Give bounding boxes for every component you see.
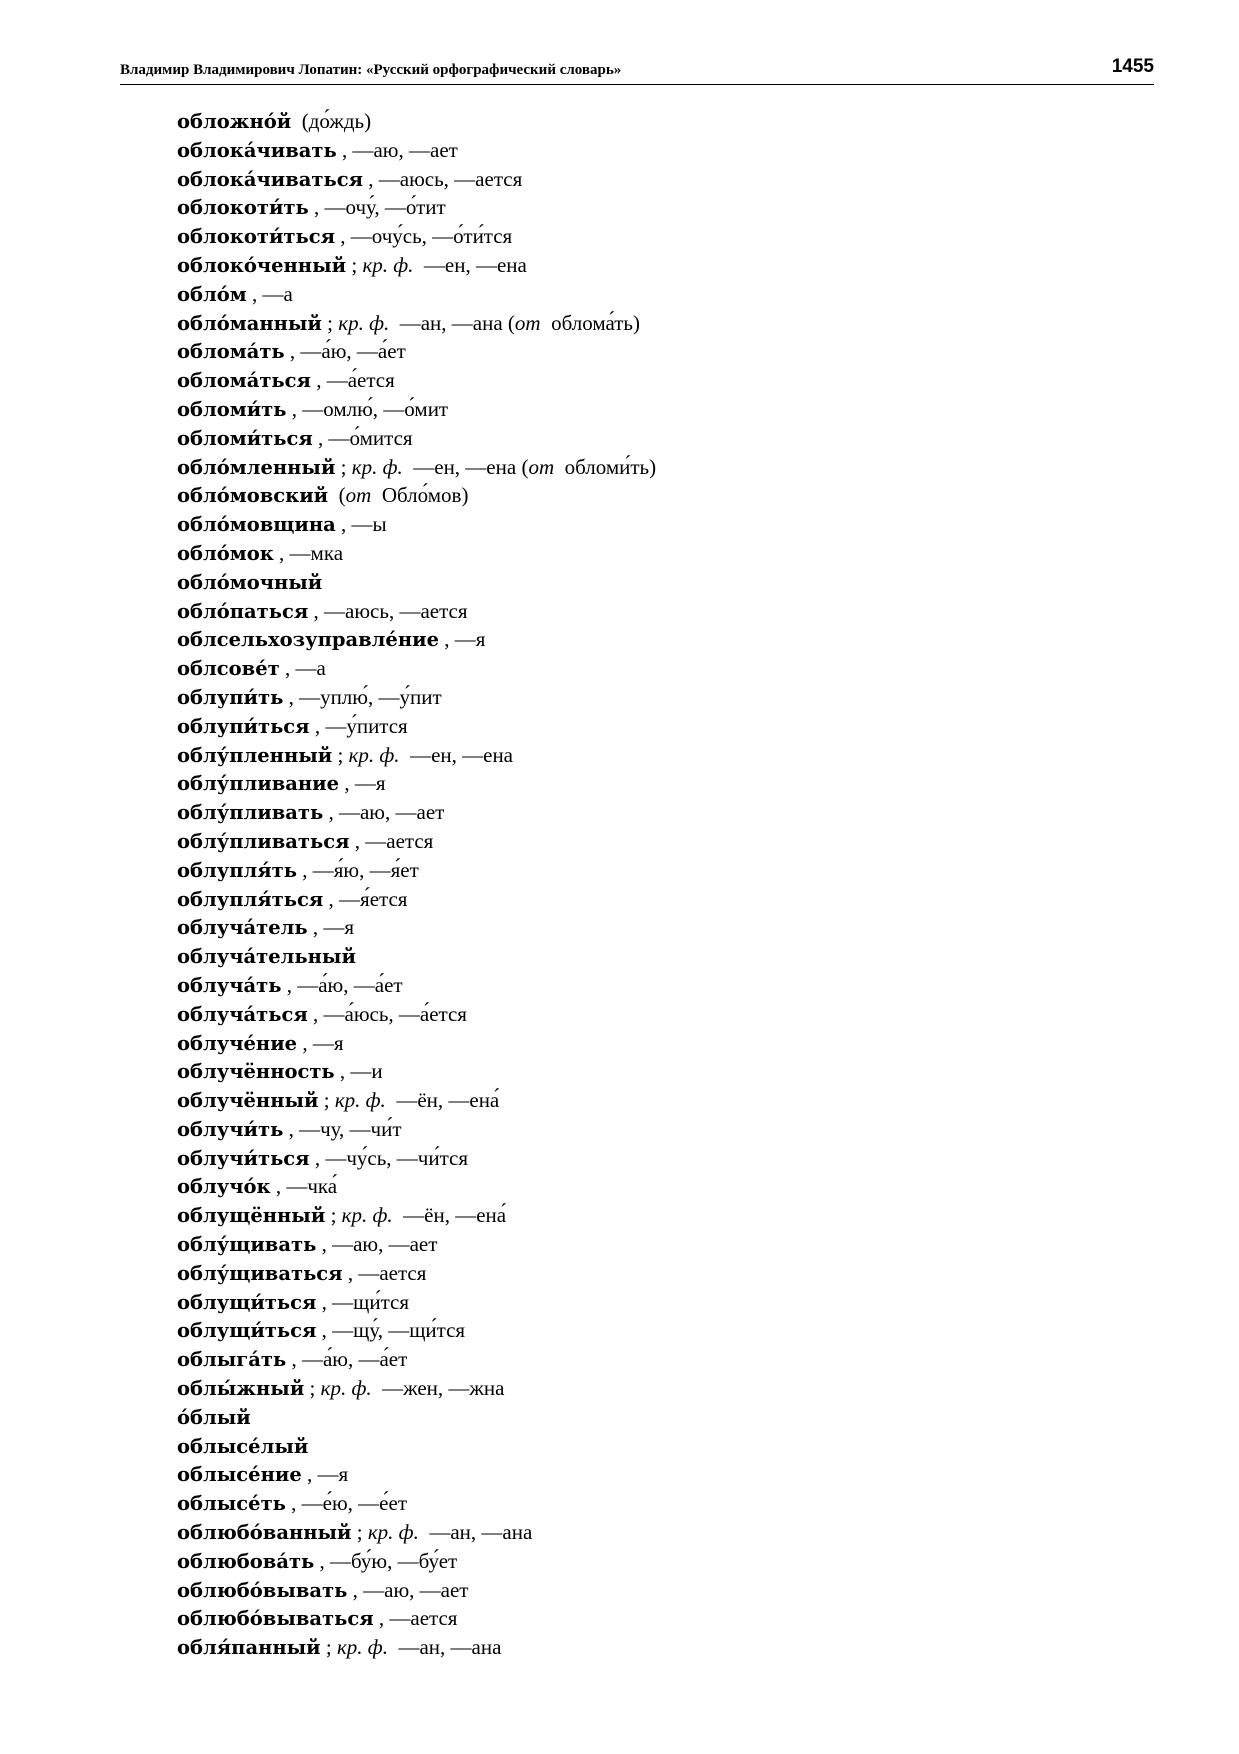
entry-text: , —я bbox=[339, 771, 386, 796]
entry-text: , —ается bbox=[373, 1606, 458, 1631]
headword: обложно́й bbox=[177, 110, 292, 133]
dictionary-entry bbox=[177, 1403, 1077, 1432]
entry-text: , —е́ю, —е́ет bbox=[285, 1491, 407, 1516]
grammar-label: кр. ф. bbox=[362, 252, 414, 277]
page-number: 1455 bbox=[1111, 56, 1154, 77]
entry-text: , —и bbox=[334, 1059, 383, 1084]
entry-text: ; bbox=[335, 454, 352, 479]
headword: облюбо́вываться bbox=[177, 1607, 374, 1631]
entry-text: , —а́ю, —а́ет bbox=[284, 339, 406, 364]
dictionary-entry bbox=[177, 741, 1077, 770]
entry-text: —жен, —жна bbox=[371, 1376, 505, 1401]
headword: облуче́ние bbox=[177, 1031, 298, 1055]
entry-text: —ан, —ана bbox=[387, 1635, 502, 1660]
dictionary-entry bbox=[177, 1518, 1077, 1547]
entry-text: —ан, —ана bbox=[418, 1520, 533, 1545]
entry-text: (до́ждь) bbox=[291, 109, 372, 133]
dictionary-entry bbox=[177, 1316, 1077, 1345]
grammar-label: кр. ф. bbox=[351, 454, 403, 479]
entry-text: , —аю, —ает bbox=[323, 800, 445, 825]
dictionary-entry bbox=[177, 568, 1077, 597]
dictionary-entry bbox=[177, 1259, 1077, 1288]
entry-text: ; bbox=[332, 742, 349, 767]
grammar-label: кр. ф. bbox=[338, 310, 390, 335]
entry-text: ; bbox=[320, 1635, 337, 1660]
entry-text: , —ается bbox=[342, 1260, 427, 1285]
headword: обло́мовщина bbox=[177, 513, 336, 537]
headword: облыга́ть bbox=[177, 1348, 287, 1372]
dictionary-entry bbox=[177, 712, 1077, 741]
entry-text: , —уплю́, —у́пит bbox=[283, 684, 442, 709]
headword: облу́щивать bbox=[177, 1233, 317, 1257]
dictionary-entry bbox=[177, 337, 1077, 366]
headword: облущённый bbox=[177, 1204, 326, 1228]
headword: облупи́ться bbox=[177, 714, 310, 738]
dictionary-entry bbox=[177, 424, 1077, 453]
headword: облюбо́вывать bbox=[177, 1578, 348, 1602]
dictionary-entry bbox=[177, 1576, 1077, 1605]
entry-text: —ен, —ена bbox=[399, 742, 514, 767]
grammar-label: от bbox=[528, 454, 555, 479]
dictionary-entry bbox=[177, 1489, 1077, 1518]
headword: облсельхозуправле́ние bbox=[177, 628, 439, 652]
dictionary-entry bbox=[177, 856, 1077, 885]
dictionary-entry bbox=[177, 1604, 1077, 1633]
headword: облоко́ченный bbox=[177, 253, 347, 277]
dictionary-entry bbox=[177, 1172, 1077, 1201]
headword: облучённость bbox=[177, 1060, 335, 1084]
entry-text: облома́ть) bbox=[540, 310, 641, 335]
headword: обля́панный bbox=[177, 1636, 321, 1660]
dictionary-entry bbox=[177, 1201, 1077, 1230]
dictionary-entry bbox=[177, 913, 1077, 942]
entry-text: , —а bbox=[246, 281, 293, 306]
dictionary-entry bbox=[177, 251, 1077, 280]
dictionary-entry bbox=[177, 481, 1077, 510]
entry-text: , —чка́ bbox=[270, 1174, 338, 1199]
entry-text: , —я bbox=[438, 627, 486, 652]
dictionary-entry bbox=[177, 222, 1077, 251]
dictionary-entry bbox=[177, 1144, 1077, 1173]
entry-text: , —а́ю, —а́ет bbox=[286, 1347, 408, 1372]
dictionary-entry bbox=[177, 510, 1077, 539]
entry-text: , —я bbox=[301, 1462, 349, 1487]
entry-text: , —аю, —ает bbox=[316, 1232, 438, 1257]
entry-text: , —а́юсь, —а́ется bbox=[307, 1001, 467, 1026]
dictionary-entry bbox=[177, 942, 1077, 971]
headword: обломи́ться bbox=[177, 426, 313, 450]
grammar-label: кр. ф. bbox=[334, 1088, 386, 1113]
dictionary-entry bbox=[177, 1057, 1077, 1086]
dictionary-entry bbox=[177, 597, 1077, 626]
headword: облы́жный bbox=[177, 1377, 305, 1401]
entry-text: , —щи́тся bbox=[316, 1289, 409, 1314]
grammar-label: кр. ф. bbox=[336, 1635, 388, 1660]
headword: облома́ть bbox=[177, 340, 285, 364]
entry-text: , —ы bbox=[335, 512, 387, 537]
headword: облущи́ться bbox=[177, 1319, 317, 1343]
headword: облуча́ть bbox=[177, 973, 282, 997]
entry-text: , —аюсь, —ается bbox=[308, 598, 468, 623]
headword: о́блый bbox=[177, 1405, 251, 1429]
headword: облюбо́ванный bbox=[177, 1521, 352, 1545]
dictionary-entry bbox=[177, 107, 1077, 136]
entry-text: , —я bbox=[307, 915, 355, 940]
dictionary-entry bbox=[177, 885, 1077, 914]
headword: облу́пливание bbox=[177, 772, 340, 796]
dictionary-entry bbox=[177, 1432, 1077, 1461]
entry-text: , —омлю́, —о́мит bbox=[286, 396, 449, 421]
grammar-label: кр. ф. bbox=[341, 1203, 393, 1228]
entry-text: —ён, —ена́ bbox=[392, 1203, 507, 1228]
entry-text: ( bbox=[328, 483, 346, 508]
dictionary-entry bbox=[177, 1345, 1077, 1374]
entry-text: , —бу́ю, —бу́ет bbox=[314, 1548, 458, 1573]
entry-text: , —аю, —ает bbox=[336, 137, 458, 162]
entry-text: ; bbox=[351, 1520, 368, 1545]
headword: облучи́ть bbox=[177, 1117, 284, 1141]
entry-text: , —о́мится bbox=[312, 425, 413, 450]
headword: облуча́ться bbox=[177, 1002, 308, 1026]
dictionary-entry bbox=[177, 395, 1077, 424]
headword: обло́мочный bbox=[177, 570, 323, 594]
grammar-label: от bbox=[345, 483, 372, 508]
entry-text: —ен, —ена bbox=[413, 252, 527, 277]
headword: облуча́тель bbox=[177, 916, 308, 940]
dictionary-entry bbox=[177, 798, 1077, 827]
dictionary-entry bbox=[177, 683, 1077, 712]
headword: облысе́ть bbox=[177, 1492, 286, 1516]
dictionary-entry bbox=[177, 971, 1077, 1000]
headword: облущи́ться bbox=[177, 1290, 317, 1314]
dictionary-entry bbox=[177, 309, 1077, 338]
entry-text: ; bbox=[318, 1088, 335, 1113]
dictionary-entry bbox=[177, 827, 1077, 856]
headword: облока́чиваться bbox=[177, 167, 364, 191]
dictionary-entry bbox=[177, 1000, 1077, 1029]
dictionary-entry bbox=[177, 1115, 1077, 1144]
headword: облокоти́ть bbox=[177, 196, 309, 220]
entry-text: ; bbox=[325, 1203, 342, 1228]
dictionary-entry bbox=[177, 1633, 1077, 1662]
entry-text: ; bbox=[321, 310, 339, 335]
entry-text: , —я́ю, —я́ет bbox=[297, 857, 419, 882]
entry-text: , —а́ется bbox=[310, 368, 395, 393]
entry-text: , —аю, —ает bbox=[347, 1577, 469, 1602]
headword: облучённый bbox=[177, 1089, 319, 1113]
grammar-label: кр. ф. bbox=[320, 1376, 372, 1401]
headword: обло́манный bbox=[177, 311, 322, 335]
headword: облуча́тельный bbox=[177, 945, 356, 969]
header-title: Владимир Владимирович Лопатин: «Русский орфографический словарь» bbox=[120, 62, 622, 78]
dictionary-entry bbox=[177, 1547, 1077, 1576]
headword: обло́мленный bbox=[177, 455, 336, 479]
entry-text: , —очу́сь, —о́ти́тся bbox=[335, 224, 513, 249]
headword: облу́пливать bbox=[177, 801, 324, 825]
headword: обло́мок bbox=[177, 541, 274, 565]
headword: облюбова́ть bbox=[177, 1549, 315, 1573]
dictionary-entry bbox=[177, 136, 1077, 165]
headword: облока́чивать bbox=[177, 138, 337, 162]
headword: облу́пливаться bbox=[177, 829, 350, 853]
dictionary-entry bbox=[177, 193, 1077, 222]
entry-text: , —очу́, —о́тит bbox=[308, 195, 446, 220]
headword: облупи́ть bbox=[177, 685, 284, 709]
dictionary-entry bbox=[177, 1288, 1077, 1317]
headword: облупля́ться bbox=[177, 887, 324, 911]
entry-text: ; bbox=[346, 252, 363, 277]
headword: облу́щиваться bbox=[177, 1261, 343, 1285]
headword: обло́м bbox=[177, 282, 247, 306]
dictionary-entry bbox=[177, 625, 1077, 654]
headword: обломи́ть bbox=[177, 397, 287, 421]
entry-text: , —ается bbox=[349, 828, 434, 853]
headword: облысе́ние bbox=[177, 1463, 302, 1487]
entry-text: , —аюсь, —ается bbox=[363, 166, 523, 191]
entry-text: , —я́ется bbox=[323, 886, 408, 911]
headword: обло́мовский bbox=[177, 484, 329, 508]
entry-list bbox=[177, 107, 1077, 1662]
entry-text: Обло́мов) bbox=[371, 483, 469, 508]
dictionary-entry bbox=[177, 1460, 1077, 1489]
headword: обло́паться bbox=[177, 599, 309, 623]
entry-text: обломи́ть) bbox=[554, 454, 657, 479]
page-header bbox=[120, 56, 1154, 85]
dictionary-entry bbox=[177, 539, 1077, 568]
entry-text: ; bbox=[304, 1376, 321, 1401]
dictionary-entry bbox=[177, 1374, 1077, 1403]
headword: облокоти́ться bbox=[177, 225, 335, 249]
headword: облупля́ть bbox=[177, 858, 297, 882]
entry-text: —ан, —ана ( bbox=[389, 310, 515, 335]
headword: облысе́лый bbox=[177, 1434, 309, 1458]
dictionary-entry bbox=[177, 1029, 1077, 1058]
headword: облучи́ться bbox=[177, 1146, 310, 1170]
dictionary-entry bbox=[177, 280, 1077, 309]
dictionary-entry bbox=[177, 366, 1077, 395]
entry-text: , —а́ю, —а́ет bbox=[281, 972, 403, 997]
grammar-label: от bbox=[514, 310, 541, 335]
dictionary-entry bbox=[177, 1086, 1077, 1115]
grammar-label: кр. ф. bbox=[367, 1520, 419, 1545]
dictionary-entry bbox=[177, 654, 1077, 683]
dictionary-entry bbox=[177, 1230, 1077, 1259]
headword: облсове́т bbox=[177, 657, 280, 681]
grammar-label: кр. ф. bbox=[348, 742, 400, 767]
entry-text: —ён, —ена́ bbox=[385, 1088, 500, 1113]
entry-text: , —а bbox=[279, 656, 326, 681]
entry-text: , —чу, —чи́т bbox=[283, 1116, 402, 1141]
dictionary-entry bbox=[177, 165, 1077, 194]
entry-text: , —щу́, —щи́тся bbox=[316, 1318, 466, 1343]
entry-text: , —мка bbox=[273, 540, 344, 565]
dictionary-entry bbox=[177, 769, 1077, 798]
entry-text: , —у́пится bbox=[309, 713, 408, 738]
headword: облома́ться bbox=[177, 369, 311, 393]
entry-text: , —чу́сь, —чи́тся bbox=[309, 1145, 469, 1170]
headword: облу́пленный bbox=[177, 743, 333, 767]
entry-text: , —я bbox=[297, 1030, 344, 1055]
dictionary-entry bbox=[177, 453, 1077, 482]
entry-text: —ен, —ена ( bbox=[402, 454, 529, 479]
headword: облучо́к bbox=[177, 1175, 271, 1199]
